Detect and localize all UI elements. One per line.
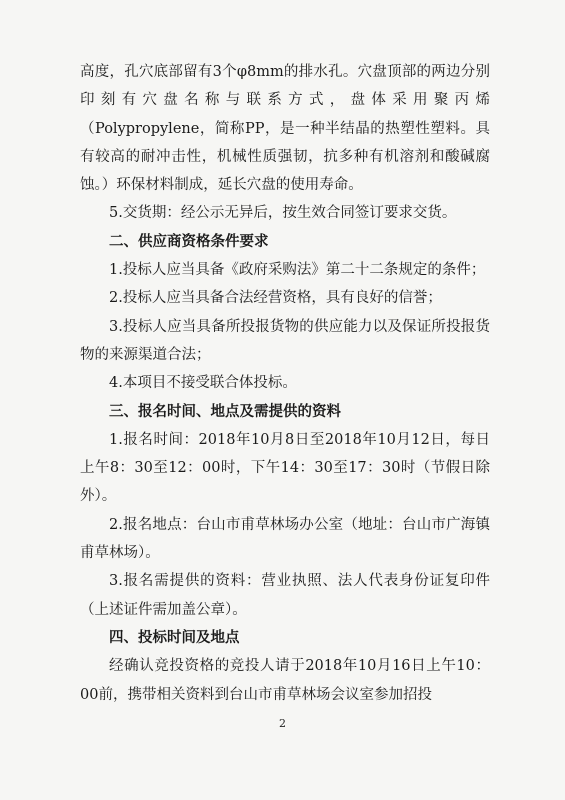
section-3-heading: 三、报名时间、地点及需提供的资料 xyxy=(109,402,341,420)
section-4-heading: 四、投标时间及地点 xyxy=(109,628,240,646)
section-2-heading: 二、供应商资格条件要求 xyxy=(109,232,269,250)
document-body xyxy=(80,58,490,709)
registration-materials-item: 3.报名需提供的资料：营业执照、法人代表身份证复印件（上述证件需加盖公章）。 xyxy=(80,573,490,618)
registration-time-item: 1.报名时间：2018年10月8日至2018年10月12日，每日上午8：30至12：00时，下午14：30至17：30时（节假日除外）。 xyxy=(80,431,490,505)
bidding-time-paragraph: 经确认竞投资格的竞投人请于2018年10月16日上午10：00前，携带相关资料到台山市甫草林场会议室参加招投 xyxy=(80,658,490,703)
continuation-paragraph: 高度，孔穴底部留有3个φ8mm的排水孔。穴盘顶部的两边分别印刻有穴盘名称与联系方式，盘体采用聚丙烯（Polypropylene，简称PP，是一种半结晶的热塑性塑料。具有较高的耐冲击性，机械性质强韧，抗多种有机溶剂和酸碱腐蚀。）环保材料制成，延长穴盘的使用寿命。 xyxy=(80,64,490,194)
delivery-term-item: 5.交货期：经公示无异后，按生效合同签订要求交货。 xyxy=(109,205,457,222)
qualification-item-2: 2.投标人应当具备合法经营资格，具有良好的信誉； xyxy=(109,290,442,307)
page-number: 2 xyxy=(279,717,286,730)
qualification-item-1: 1.投标人应当具备《政府采购法》第二十二条规定的条件； xyxy=(109,262,486,279)
registration-location-item: 2.报名地点：台山市甫草林场办公室（地址：台山市广海镇甫草林场）。 xyxy=(80,516,490,562)
qualification-item-3: 3.投标人应当具备所投报货物的供应能力以及保证所投报货物的来源渠道合法； xyxy=(80,318,490,363)
qualification-item-4: 4.本项目不接受联合体投标。 xyxy=(109,375,297,392)
